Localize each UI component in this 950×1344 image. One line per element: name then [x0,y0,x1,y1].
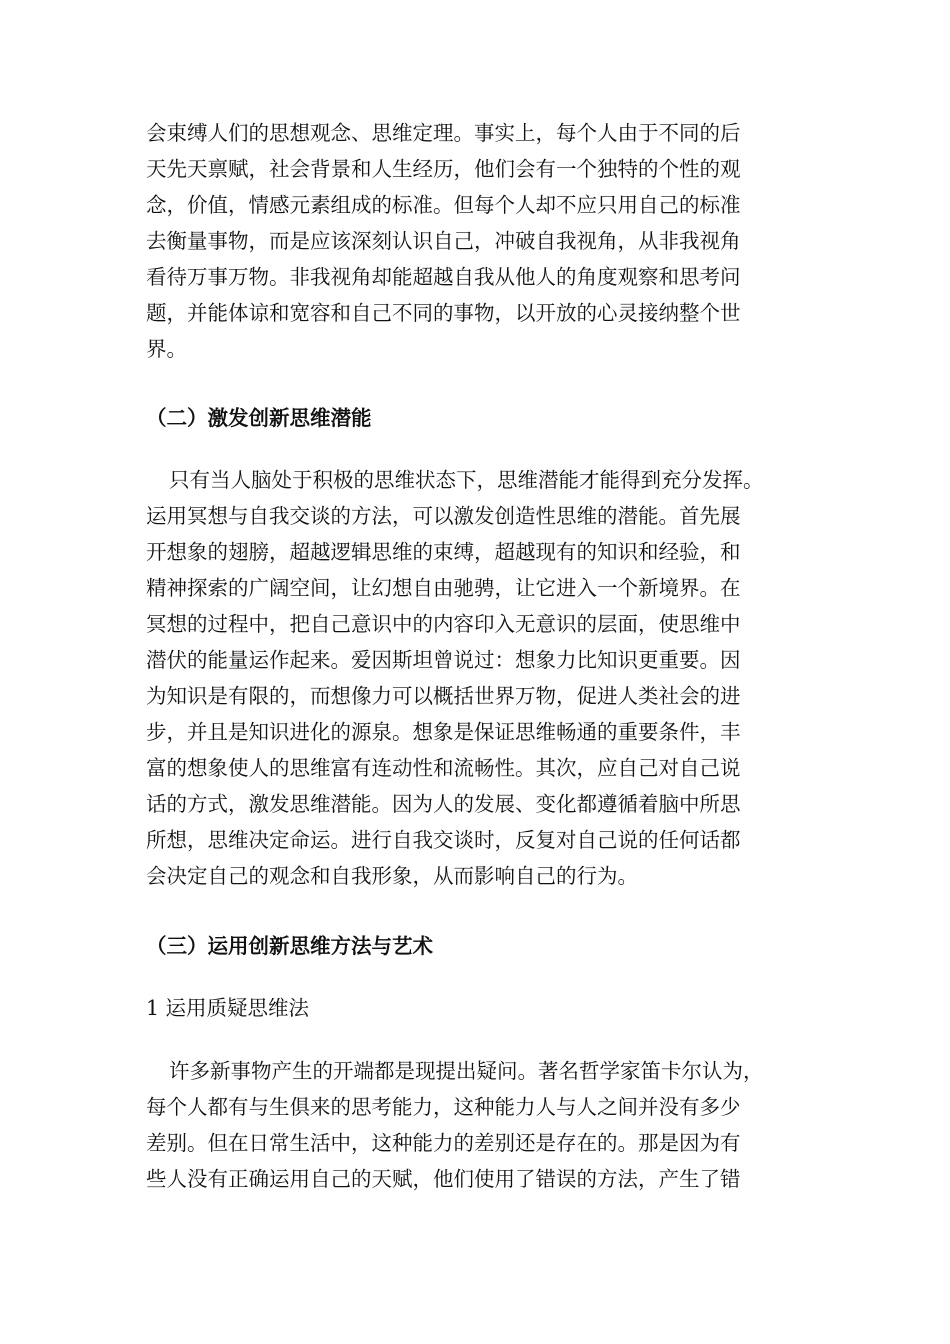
text-line: 看待万事万物。非我视角却能超越自我从他人的角度观察和思考问 [146,265,741,289]
text-line: 差别。但在日常生活中，这种能力的差别还是存在的。那是因为有 [146,1131,741,1155]
section-heading-2: （二）激发创新思维潜能 [146,406,372,430]
paragraph-creative-potential [146,462,820,894]
text-line: 所想，思维决定命运。进行自我交谈时，反复对自己说的任何话都 [146,828,741,852]
text-line: 念，价值，情感元素组成的标准。但每个人却不应只用自己的标准 [146,193,741,217]
text-line: 会束缚人们的思想观念、思维定理。事实上，每个人由于不同的后 [146,121,741,145]
text-line: 些人没有正确运用自己的天赋，他们使用了错误的方法，产生了错 [146,1167,741,1191]
text-line: 去衡量事物，而是应该深刻认识自己，冲破自我视角，从非我视角 [146,229,741,253]
text-line: 步，并且是知识进化的源泉。想象是保证思维畅通的重要条件，丰 [146,720,741,744]
text-line: 开想象的翅膀，超越逻辑思维的束缚，超越现有的知识和经验，和 [146,540,741,564]
paragraph-questioning-method [146,1053,820,1197]
text-line: 富的想象使人的思维富有连动性和流畅性。其次，应自己对自己说 [146,756,741,780]
text-line: 天先天禀赋，社会背景和人生经历，他们会有一个独特的个性的观 [146,157,741,181]
text-line: 许多新事物产生的开端都是现提出疑问。著名哲学家笛卡尔认为， [169,1059,764,1083]
paragraph-self-perspective [146,115,820,367]
text-line: 题，并能体谅和宽容和自己不同的事物，以开放的心灵接纳整个世 [146,301,741,325]
section-heading-3: （三）运用创新思维方法与艺术 [146,934,433,958]
text-line: 会决定自己的观念和自我形象，从而影响自己的行为。 [146,864,638,888]
text-line: 精神探索的广阔空间，让幻想自由驰骋，让它进入一个新境界。在 [146,576,741,600]
text-line: 冥想的过程中，把自己意识中的内容印入无意识的层面，使思维中 [146,612,741,636]
text-line: 每个人都有与生俱来的思考能力，这种能力人与人之间并没有多少 [146,1095,741,1119]
text-line: 界。 [146,337,187,361]
text-line: 运用冥想与自我交谈的方法，可以激发创造性思维的潜能。首先展 [146,504,741,528]
text-line: 话的方式，激发思维潜能。因为人的发展、变化都遵循着脑中所思 [146,792,741,816]
text-line: 潜伏的能量运作起来。爱因斯坦曾说过：想象力比知识更重要。因 [146,648,741,672]
text-line: 只有当人脑处于积极的思维状态下，思维潜能才能得到充分发挥。 [169,468,764,492]
text-line: 为知识是有限的，而想像力可以概括世界万物，促进人类社会的进 [146,684,741,708]
subsection-heading-1: 1 运用质疑思维法 [146,996,310,1020]
